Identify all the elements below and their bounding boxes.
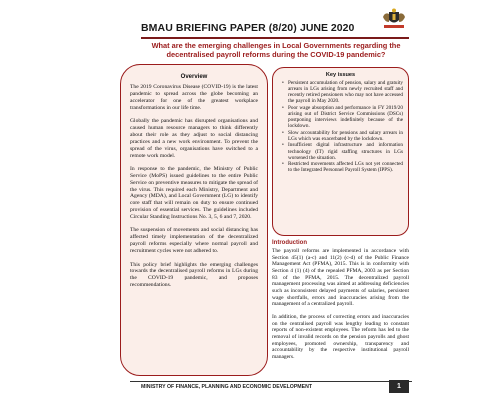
- overview-paragraph: This policy brief highlights the emerging challenges towards the decentralised payroll reforms in LGs during the COVID-19 pandemic, and proposes recommendations.: [130, 261, 258, 289]
- paper-title: BMAU BRIEFING PAPER (8/20): [141, 22, 297, 34]
- key-issue-text: Slow accountability for pensions and salary arrears in LGs which was exacerbated by the lockdown.: [288, 129, 403, 142]
- introduction-body: [272, 248, 409, 367]
- key-issue-text: Persistent accumulation of pension, salary and gratuity arrears in LGs arising from newly recruited staff and recently retired pensioners who may not have accessed the payroll in May 2020.: [288, 80, 403, 105]
- overview-heading: Overview: [180, 74, 208, 80]
- key-issues-list: [282, 80, 403, 174]
- overview-paragraph: The 2019 Coronavirus Disease (COVID-19) is the latest pandemic to spread across the globe becoming an accelerator for one of the greatest workplace transformations in our life time.: [130, 84, 258, 111]
- bullet-icon: •: [282, 104, 284, 111]
- introduction-paragraph: The payroll reforms are implemented in accordance with Section 45(1) (a-c) and 11(2) (c-d) of the Public Finance Management Act (PFMA), 2015. This is in conformity with Section 4 (1) (4) of the repealed PFMA, 2003 as per Section 83 of the PFMA, 2015. The decentralized payroll management processing was aimed at addressing deficiencies such as inconsistent delayed payments of salaries, persistent wage shortfalls, errors and inaccuracies arising from the management of a centralized payroll.: [272, 248, 409, 308]
- key-issue-text: Restricted movements affected LGs not yet connected to the Integrated Personnel Payroll System (IPPS).: [288, 161, 403, 174]
- bullet-icon: •: [282, 80, 284, 86]
- coat-of-arms-icon: [380, 8, 408, 30]
- header-divider: [141, 37, 409, 39]
- key-issue-item: [282, 130, 403, 142]
- key-issue-text: Insufficient digital infrastructure and information technology (IT) rigid staffing structures in LGs worsened the situation.: [288, 142, 403, 161]
- bullet-icon: •: [282, 129, 284, 136]
- research-question: What are the emerging challenges in Local Governments regarding the decentralised payroll reforms during the COVID-19 pandemic?: [151, 41, 401, 59]
- page-number: 1: [389, 380, 409, 393]
- footer-divider: [130, 381, 412, 382]
- key-issue-item: [282, 142, 403, 160]
- key-issue-item: [282, 105, 403, 129]
- overview-paragraph: The suspension of movements and social distancing has affected timely implementation of the decentralized payroll reforms especially where normal payroll and recruitment cycles were not adhered to.: [130, 227, 258, 255]
- overview-paragraph: Globally the pandemic has disrupted organisations and caused human resource managers to think differently about their role as they adjust to social distancing practices and a new work environment. To prevent the spread of the virus, organisations have switched to a remote work model.: [130, 118, 258, 159]
- bullet-icon: •: [282, 142, 284, 149]
- key-issue-item: [282, 161, 403, 173]
- bullet-icon: •: [282, 161, 284, 168]
- overview-body: [130, 84, 258, 296]
- key-issue-text: Poor wage absorption and performance in FY 2019/20 arising out of District Service Commissions (DSCs) postponing interviews indefinitely because of the lockdown.: [288, 104, 403, 130]
- introduction-paragraph: In addition, the process of correcting errors and inaccuracies on the centralised payroll was lengthy leading to constant reports of non-existent employees. The reform has led to the removal of invalid records on the pension payrolls and ghost employees, promoted ownership, transparency and accountability by the respective institutional payroll managers.: [272, 313, 409, 360]
- introduction-heading: Introduction: [272, 240, 307, 246]
- key-issues-heading: Key issues: [325, 72, 356, 78]
- paper-date: JUNE 2020: [300, 22, 355, 34]
- footer-ministry: MINISTRY OF FINANCE, PLANNING AND ECONOMIC DEVELOPMENT: [141, 384, 312, 390]
- key-issue-item: [282, 80, 403, 104]
- overview-paragraph: In response to the pandemic, the Ministry of Public Service (MoPS) issued guidelines to the entire Public Service on preventive measures to mitigate the spread of the virus. This required each Ministry, Department and Agency (MDA), and Local Government (LG) to identify core staff that will remain on duty to ensure continued provision of essential services. The guidelines included Circular Standing Instructions No. 3, 5, 6 and 7, 2020.: [130, 165, 258, 221]
